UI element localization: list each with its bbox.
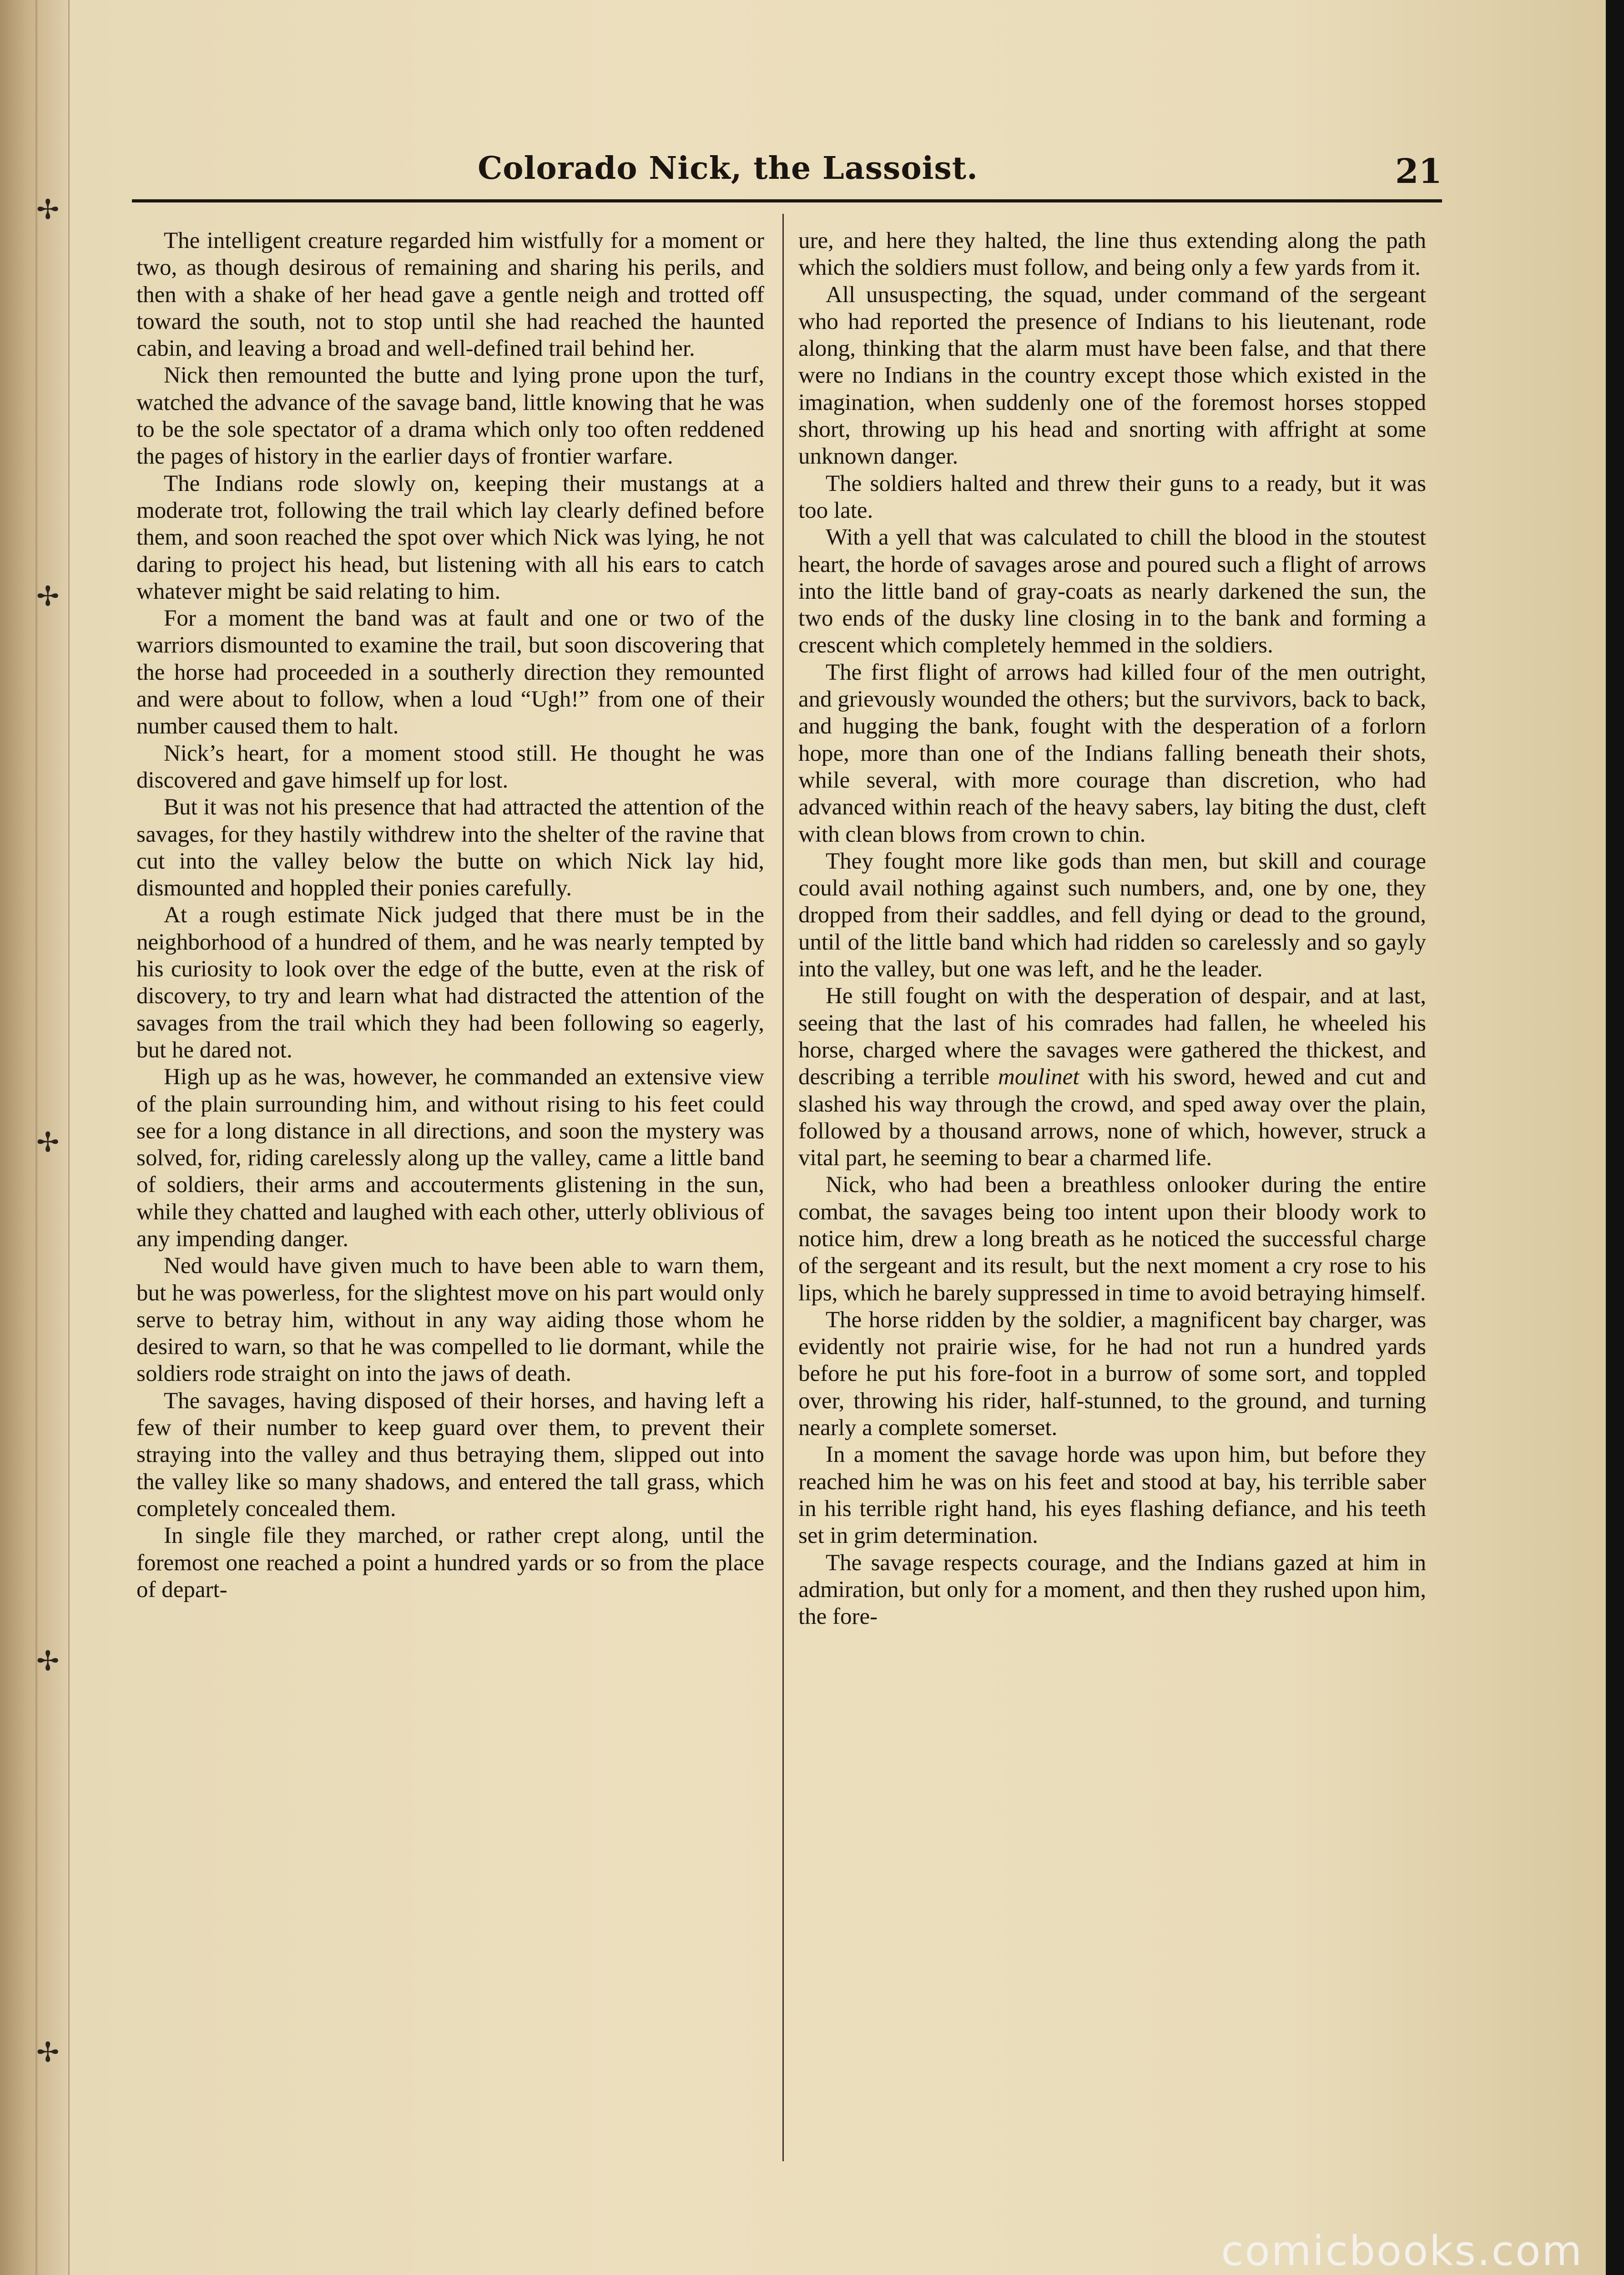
paragraph: Nick then remounted the butte and lying prone upon the turf, watched the advance of the savage band, little knowing that he was to be the sole spectator of a drama which only too often reddened the pages of history in the earlier days of frontier warfare.: [136, 363, 764, 470]
paragraph: [798, 983, 1426, 1172]
paragraph: Nick’s heart, for a moment stood still. He thought he was discovered and gave himself up for lost.: [136, 740, 764, 793]
left-column: [136, 228, 764, 1603]
page-binding: [0, 0, 70, 2275]
paragraph: The first flight of arrows had killed four of the men outright, and grievously wounded the others; but the survivors, back to back, and hugging the bank, fought with the desperation of a forlorn hope, more than one of the Indians falling beneath their shots, while several, with more courage than discretion, who had advanced within reach of the heavy sabers, lay biting the dust, cleft with clean blows from crown to chin.: [798, 659, 1426, 847]
paragraph: For a moment the band was at fault and one or two of the warriors dismounted to examine the trail, but soon discovering that the horse had proceeded in a southerly direction they remounted and were about to follow, when a loud “Ugh!” from one of their number caused them to halt.: [136, 606, 764, 739]
paragraph: They fought more like gods than men, but skill and courage could avail nothing against such numbers, and, one by one, they dropped from their saddles, and fell dying or dead to the ground, until of the little band which had ridden so carelessly and so gayly into the valley, but one was left, and he the leader.: [798, 848, 1426, 982]
running-header: [132, 136, 1442, 200]
stitch-mark: ✢: [36, 581, 60, 612]
paragraph: Nick, who had been a breathless onlooker during the entire combat, the savages being too intent upon their bloody work to notice him, drew a long breath as he noticed the successful charge of the sergeant and its result, but the next moment a cry rose to his lips, which he barely suppressed in time to avoid betraying himself.: [798, 1172, 1426, 1306]
paragraph: At a rough estimate Nick judged that there must be in the neighborhood of a hundred of them, and he was nearly tempted by his curiosity to look over the edge of the butte, even at the risk of discovery, to try and learn what had distracted the attention of the savages from the trail which they had been following so eagerly, but he dared not.: [136, 902, 764, 1063]
page-number: 21: [1395, 152, 1442, 191]
page-title: Colorado Nick, the Lassoist.: [478, 150, 978, 187]
paragraph: The Indians rode slowly on, keeping their mustangs at a moderate trot, following the trail which lay clearly defined before them, and soon reached the spot over which Nick was lying, he not daring to project his head, but listening with all his ears to catch whatever might be said relating to him.: [136, 470, 764, 604]
paragraph: The savage respects courage, and the Indians gazed at him in admiration, but only for a moment, and then they rushed upon him, the fore-: [798, 1550, 1426, 1630]
paragraph-text: with his sword, hewed and cut and slashed his way through the crowd, and sped away over the plain, followed by a thousand arrows, none of which, however, struck a vital part, he seeming to bear a charmed life.: [798, 1064, 1426, 1171]
paragraph: High up as he was, however, he commanded an extensive view of the plain surrounding him, and without rising to his feet could see for a long distance in all directions, and soon the mystery was solved, for, riding carelessly along up the valley, came a little band of soldiers, their arms and accouterments glistening in the sun, while they chatted and laughed with each other, utterly oblivious of any impending danger.: [136, 1064, 764, 1252]
paragraph: Ned would have given much to have been able to warn them, but he was powerless, for the slightest move on his part would only serve to betray him, without in any way aiding those whom he desired to warn, so that he was compelled to lie dormant, while the soldiers rode straight on into the jaws of death.: [136, 1253, 764, 1387]
paragraph: The horse ridden by the soldier, a magnificent bay charger, was evidently not prairie wise, for he had not run a hundred yards before he put his fore-foot in a burrow of some sort, and toppled over, throwing his rider, half-stunned, to the ground, and turning nearly a complete somerset.: [798, 1307, 1426, 1441]
column-divider: [782, 214, 784, 2161]
stitch-mark: ✢: [36, 194, 60, 226]
stitch-mark: ✢: [36, 1127, 60, 1158]
italic-word: moulinet: [998, 1064, 1079, 1090]
paragraph-continuation: ure, and here they halted, the line thus extending along the path which the soldiers must follow, and being only a few yards from it.: [798, 228, 1426, 281]
paragraph: With a yell that was calculated to chill the blood in the stoutest heart, the horde of savages arose and poured such a flight of arrows into the little band of gray-coats as nearly darkened the sun, the two ends of the dusky line closing in to the bank and forming a crescent which completely hemmed in the soldiers.: [798, 525, 1426, 658]
watermark: comicbooks.com: [1221, 2227, 1583, 2275]
paragraph: In a moment the savage horde was upon him, but before they reached him he was on his feet and stood at bay, his terrible saber in his terrible right hand, his eyes flashing defiance, and his teeth set in grim determination.: [798, 1442, 1426, 1549]
paragraph: The soldiers halted and threw their guns to a ready, but it was too late.: [798, 470, 1426, 523]
paragraph-text: He still fought on with the desperation of despair, and at last, seeing that the last of his comrades had fallen, he wheeled his horse, charged where the savages were gathered the thickest, and describing a terrible: [798, 983, 1426, 1090]
paragraph: All unsuspecting, the squad, under command of the sergeant who had reported the presence of Indians to his lieutenant, rode along, thinking that the alarm must have been false, and that there were no Indians in the country except those which existed in the imagination, when suddenly one of the foremost horses stopped short, throwing up his head and snorting with affright at some unknown danger.: [798, 282, 1426, 470]
right-column: [798, 228, 1426, 1630]
stitch-mark: ✢: [36, 1645, 60, 1677]
header-rule: [132, 199, 1442, 202]
paragraph: The intelligent creature regarded him wistfully for a moment or two, as though desirous of remaining and sharing his perils, and then with a shake of her head gave a gentle neigh and trotted off toward the south, not to stop until she had reached the haunted cabin, and leaving a broad and well-defined trail behind her.: [136, 228, 764, 362]
paragraph: In single file they marched, or rather crept along, until the foremost one reached a point a hundred yards or so from the place of depart-: [136, 1523, 764, 1603]
stitch-mark: ✢: [36, 2037, 60, 2068]
paragraph: The savages, having disposed of their horses, and having left a few of their number to keep guard over them, to prevent their straying into the valley and thus betraying them, slipped out into the valley like so many shadows, and entered the tall grass, which completely concealed them.: [136, 1388, 764, 1522]
paragraph: But it was not his presence that had attracted the attention of the savages, for they hastily withdrew into the shelter of the ravine that cut into the valley below the butte on which Nick lay hid, dismounted and hoppled their ponies carefully.: [136, 794, 764, 901]
